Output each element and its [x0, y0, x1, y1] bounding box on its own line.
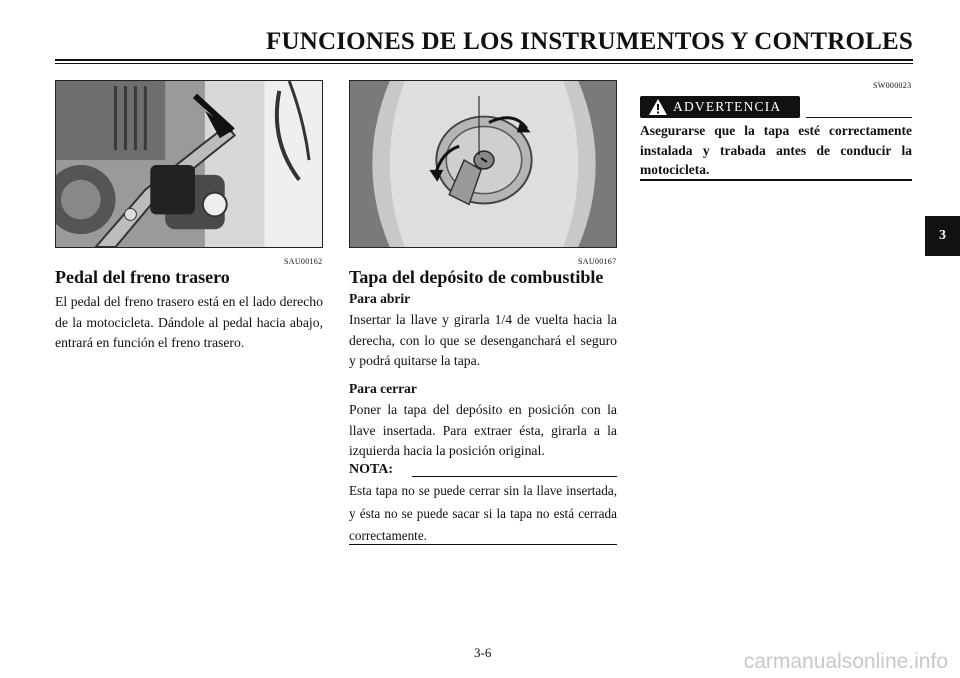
section-title-fuel-cap: Tapa del depósito de combustible: [349, 267, 604, 287]
page-header: [55, 26, 913, 64]
note-end-rule: [349, 544, 617, 545]
warning-label: ADVERTENCIA: [673, 99, 782, 114]
warning-badge: [640, 96, 800, 118]
warning-end-rule: [640, 179, 912, 181]
note-rule: [412, 476, 617, 477]
close-heading: Para cerrar: [349, 381, 417, 396]
close-description: Poner la tapa del depósito en posición con la llave insertada. Para extraer ésta, girarla a la izquierda hacia la posición original.: [349, 402, 617, 458]
section-code: SAU00167: [578, 257, 617, 266]
section-title-brake: Pedal del freno trasero: [55, 267, 230, 287]
open-description: Insertar la llave y girarla 1/4 de vuelta hacia la derecha, con lo que se desenganchará el seguro y podrá quitarse la tapa.: [349, 312, 617, 368]
page-number: 3-6: [474, 645, 492, 660]
warning-code: SW000023: [873, 81, 912, 90]
note-description: Esta tapa no se puede cerrar sin la llave insertada, y ésta no se puede sacar si la tapa no está cerrada correctamente.: [349, 483, 617, 543]
chapter-tab: 3: [925, 216, 960, 256]
warning-header-rule: [806, 117, 912, 118]
brake-description: El pedal del freno trasero está en el lado derecho de la motocicleta. Dándole al pedal hacia abajo, entrará en función el freno trasero.: [55, 294, 323, 350]
fuel-tank-cap-photo: [349, 80, 617, 248]
warning-triangle-icon: [648, 98, 668, 116]
note-label: NOTA:: [349, 462, 394, 477]
warning-description: Asegurarse que la tapa esté correctamente instalada y trabada antes de conducir la motocicleta.: [640, 123, 912, 177]
brake-pedal-photo: [55, 80, 323, 248]
watermark: carmanualsonline.info: [743, 650, 948, 673]
section-code: SAU00162: [284, 257, 323, 266]
page-title: FUNCIONES DE LOS INSTRUMENTOS Y CONTROLES: [266, 28, 913, 55]
header-rule-thin: [55, 63, 913, 64]
open-heading: Para abrir: [349, 291, 411, 306]
header-rule: [55, 59, 913, 61]
